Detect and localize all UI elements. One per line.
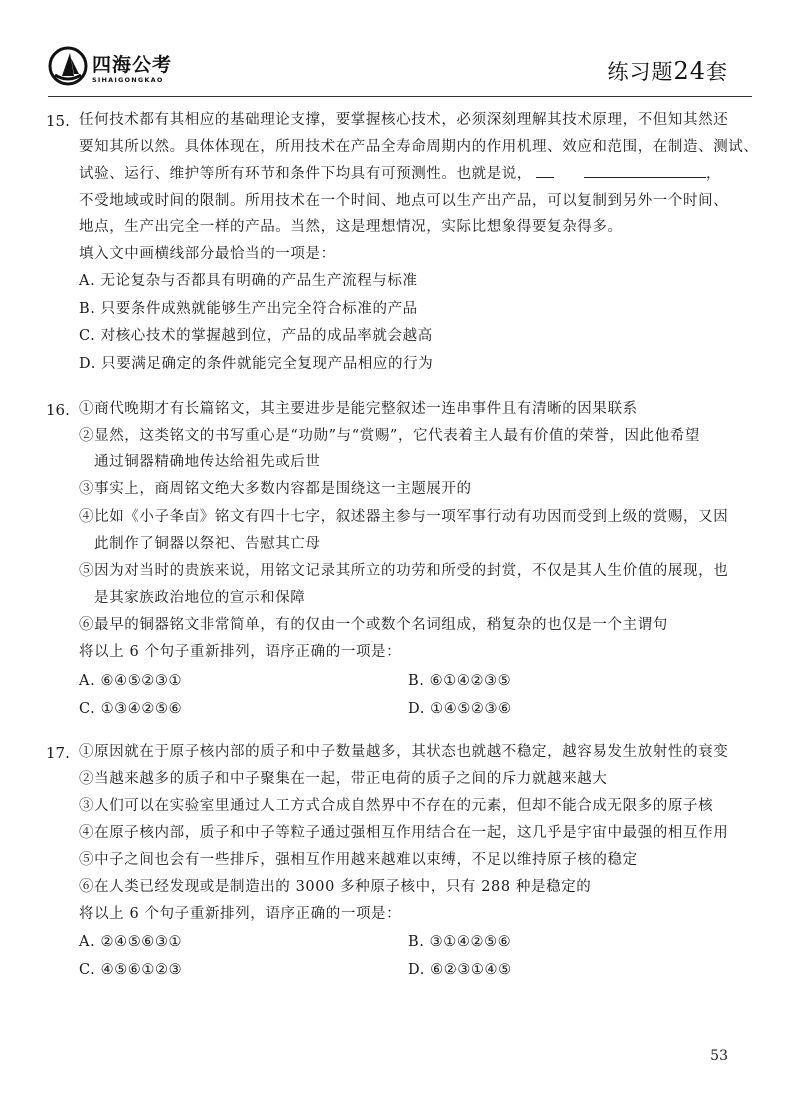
sentence-1: ①原因就在于原子核内部的质子和中子数量越多，其状态也就越不稳定，越容易发生放射性的衰变 (79, 744, 729, 760)
sentence-5: ⑤因为对当时的贵族来说，用铭文记录其所立的功劳和所受的封赏，不仅是其人生价值的展现，也 (79, 563, 729, 579)
question-stem-line: 任何技术都有其相应的基础理论支撑，要掌握核心技术，必须深刻理解其技术原理，不但知其然还 (79, 112, 729, 128)
sentence-1: ①商代晚期才有长篇铭文，其主要进步是能完整叙述一连串事件且有清晰的因果联系 (79, 401, 638, 417)
question-number: 15. (46, 112, 70, 130)
brand-pinyin: SIHAIGONGKAO (92, 76, 164, 84)
question-prompt: 填入文中画横线部分最恰当的一项是： (79, 246, 336, 262)
question-stem-line: 地点，生产出完全一样的产品。当然，这是理想情况，实际比想象得要复杂得多。 (79, 219, 623, 235)
sentence-3: ③事实上，商周铭文绝大多数内容都是围绕这一主题展开的 (79, 481, 472, 497)
option-d: D. ①④⑤②③⑥ (408, 701, 512, 717)
fill-blank-start (536, 177, 554, 178)
option-c: C. ①③④②⑤⑥ (79, 701, 183, 717)
sentence-5: ⑤中子之间也会有一些排斥，强相互作用越来越难以束缚，不足以维持原子核的稳定 (79, 852, 638, 868)
exercise-set-title (607, 56, 728, 86)
sentence-2-continued: 通过铜器精确地传达给祖先或后世 (94, 454, 321, 470)
question-prompt: 将以上 6 个句子重新排列，语序正确的一项是： (79, 644, 402, 660)
option-d: D. 只要满足确定的条件就能完全复现产品相应的行为 (79, 356, 434, 372)
option-b: B. ⑥①④②③⑤ (408, 673, 512, 689)
page-number: 53 (710, 1048, 728, 1064)
question-number: 16. (46, 401, 70, 419)
brand-logo (48, 46, 208, 92)
set-title-suffix: 套 (706, 60, 728, 84)
option-a: A. ⑥④⑤②③① (79, 673, 183, 689)
sentence-4: ④在原子核内部，质子和中子等粒子通过强相互作用结合在一起，这几乎是宇宙中最强的相互作用 (79, 825, 729, 841)
question-stem-line: 不受地域或时间的限制。所用技术在一个时间、地点可以生产出产品，可以复制到另外一个时间、 (79, 193, 729, 209)
stem-text: 试验、运行、维护等所有环节和条件下均具有可预测性。也就是说， (79, 166, 532, 182)
sentence-2: ②当越来越多的质子和中子聚集在一起，带正电荷的质子之间的斥力就越来越大 (79, 771, 608, 787)
option-c: C. ④⑤⑥①②③ (79, 962, 183, 978)
fill-blank-line (584, 177, 706, 178)
sentence-5-continued: 是其家族政治地位的宣示和保障 (94, 590, 306, 606)
sentence-6: ⑥最早的铜器铭文非常简单，有的仅由一个或数个名词组成，稍复杂的也仅是一个主谓句 (79, 617, 668, 633)
sentence-4-continued: 此制作了铜器以祭祀、告慰其亡母 (94, 536, 321, 552)
option-b: B. ③①④②⑤⑥ (408, 934, 512, 950)
brand-name: 四海公考 (92, 54, 173, 76)
sailboat-logo-icon (48, 46, 88, 86)
sentence-2: ②显然，这类铭文的书写重心是“功勋”与“赏赐”，它代表着主人最有价值的荣誉，因此他希望 (79, 428, 700, 444)
sentence-3: ③人们可以在实验室里通过人工方式合成自然界中不存在的元素，但却不能合成无限多的原子核 (79, 798, 714, 814)
stem-text: ， (706, 166, 722, 182)
sentence-6: ⑥在人类已经发现或是制造出的 3000 多种原子核中，只有 288 种是稳定的 (79, 879, 592, 895)
header-divider (48, 96, 752, 97)
option-b: B. 只要条件成熟就能够生产出完全符合标准的产品 (79, 301, 418, 317)
set-number: 24 (673, 57, 706, 85)
option-c: C. 对核心技术的掌握越到位，产品的成品率就会越高 (79, 328, 433, 344)
option-a: A. ②④⑤⑥③① (79, 934, 183, 950)
set-title-prefix: 练习题 (607, 60, 674, 84)
sentence-4: ④比如《小子夆卣》铭文有四十七字，叙述器主参与一项军事行动有功因而受到上级的赏赐，又因 (79, 509, 729, 525)
option-a: A. 无论复杂与否都具有明确的产品生产流程与标准 (79, 273, 418, 289)
question-stem-line (79, 167, 721, 182)
question-prompt: 将以上 6 个句子重新排列，语序正确的一项是： (79, 906, 402, 922)
question-number: 17. (46, 744, 70, 762)
question-stem-line: 要知其所以然。具体体现在，所用技术在产品全寿命周期内的作用机理、效应和范围，在制造、测试、 (79, 139, 759, 155)
option-d: D. ⑥②③①④⑤ (408, 962, 512, 978)
page-header (0, 0, 800, 100)
